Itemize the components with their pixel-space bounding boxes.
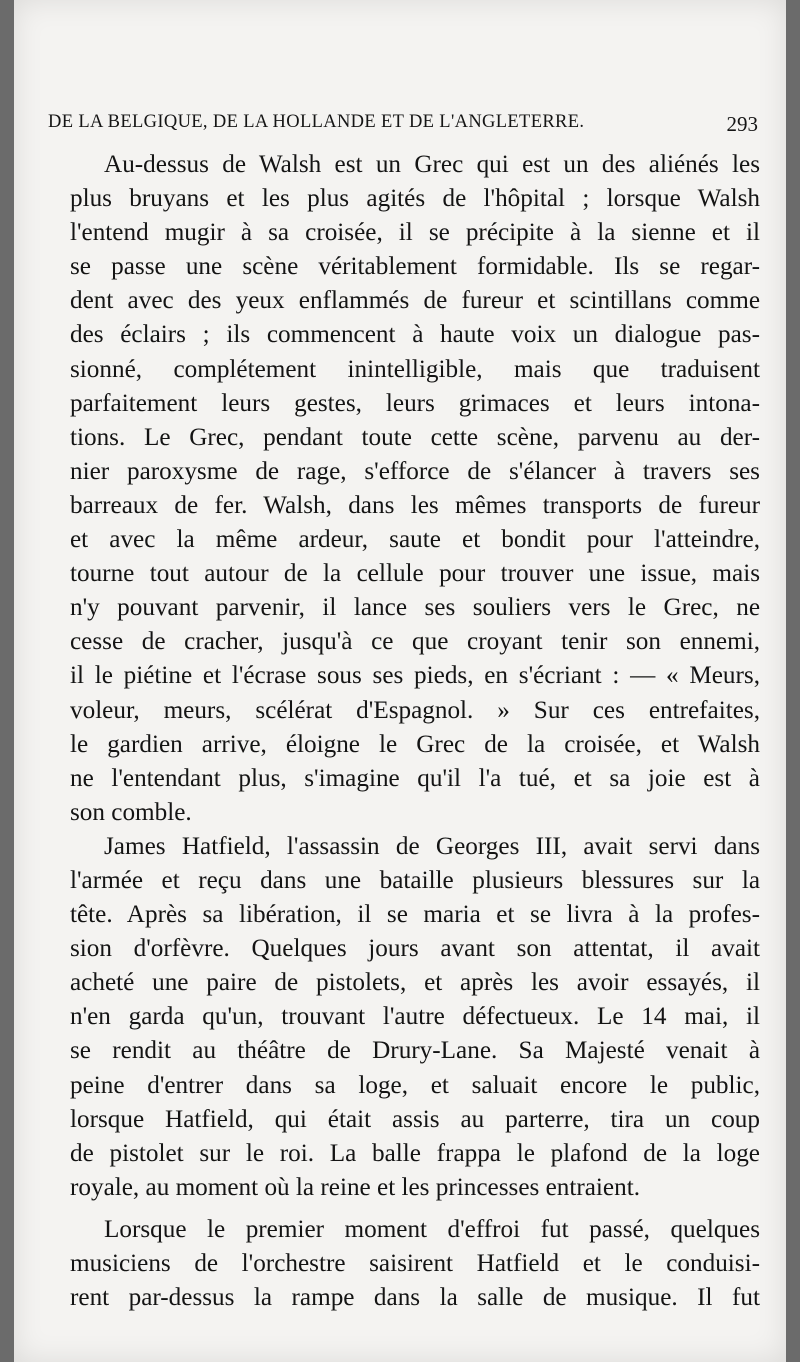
text-line: Lorsque le premier moment d'effroi fut passé, quelques [104,1215,760,1243]
text-line: et avec la même ardeur, saute et bondit pour l'atteindre, [70,526,760,554]
text-line: acheté une paire de pistolets, et après les avoir essayés, il [70,969,760,997]
text-line: se passe une scène véritablement formidable. Ils se regar- [70,253,760,281]
text-line: le gardien arrive, éloigne le Grec de la croisée, et Walsh [70,730,760,758]
text-line: tête. Après sa libération, il se maria et se livra à la profes- [70,901,760,929]
text-line: cesse de cracher, jusqu'à ce que croyant tenir son ennemi, [70,628,760,656]
text-line: tions. Le Grec, pendant toute cette scène, parvenu au der- [70,423,760,451]
text-line: peine d'entrer dans sa loge, et saluait encore le public, [70,1071,760,1099]
text-line: nier paroxysme de rage, s'efforce de s'élancer à travers ses [70,457,760,485]
text-line: parfaitement leurs gestes, leurs grimaces et leurs intona- [70,389,760,417]
text-line: il le piétine et l'écrase sous ses pieds, en s'écriant : — « Meurs, [70,662,760,690]
text-line: sion d'orfèvre. Quelques jours avant son attentat, il avait [70,935,760,963]
text-line: plus bruyans et les plus agités de l'hôpital ; lorsque Walsh [70,185,760,213]
text-line: rent par-dessus la rampe dans la salle de musique. Il fut [70,1284,760,1312]
text-line: Au-dessus de Walsh est un Grec qui est un des aliénés les [104,151,760,178]
page-number: 293 [726,112,758,136]
running-title: DE LA BELGIQUE, DE LA HOLLANDE ET DE L'ANGLETERRE. [48,112,585,132]
text-line: n'en garda qu'un, trouvant l'autre défectueux. Le 14 mai, il [70,1003,760,1031]
text-line: l'entend mugir à sa croisée, il se précipite à la sienne et il [70,219,760,247]
text-line: voleur, meurs, scélérat d'Espagnol. » Sur ces entrefaites, [70,696,760,724]
text-line: dent avec des yeux enflammés de fureur et scintillans comme [70,287,760,315]
text-line: sionné, complétement inintelligible, mais que traduisent [70,355,760,383]
page-header [48,112,758,144]
text-line: musiciens de l'orchestre saisirent Hatfield et le conduisi- [70,1250,760,1277]
text-line: l'armée et reçu dans une bataille plusieurs blessures sur la [70,866,760,894]
text-line: ne l'entendant plus, s'imagine qu'il l'a tué, et sa joie est à [70,764,760,792]
text-line: de pistolet sur le roi. La balle frappa le plafond de la loge [70,1139,760,1167]
text-line: barreaux de fer. Walsh, dans les mêmes transports de fureur [70,491,760,519]
text-line: son comble. [70,798,192,826]
book-page [14,0,786,1362]
body-text [70,148,760,1315]
text-line: lorsque Hatfield, qui était assis au parterre, tira un coup [70,1105,760,1133]
text-line: James Hatfield, l'assassin de Georges III, avait servi dans [104,832,760,860]
text-line: n'y pouvant parvenir, il lance ses souliers vers le Grec, ne [70,594,760,622]
text-line: se rendit au théâtre de Drury-Lane. Sa Majesté venait à [70,1037,760,1065]
text-line: royale, au moment où la reine et les princesses entraient. [70,1173,641,1201]
text-line: des éclairs ; ils commencent à haute voix un dialogue pas- [70,321,760,349]
text-line: tourne tout autour de la cellule pour trouver une issue, mais [70,560,760,588]
